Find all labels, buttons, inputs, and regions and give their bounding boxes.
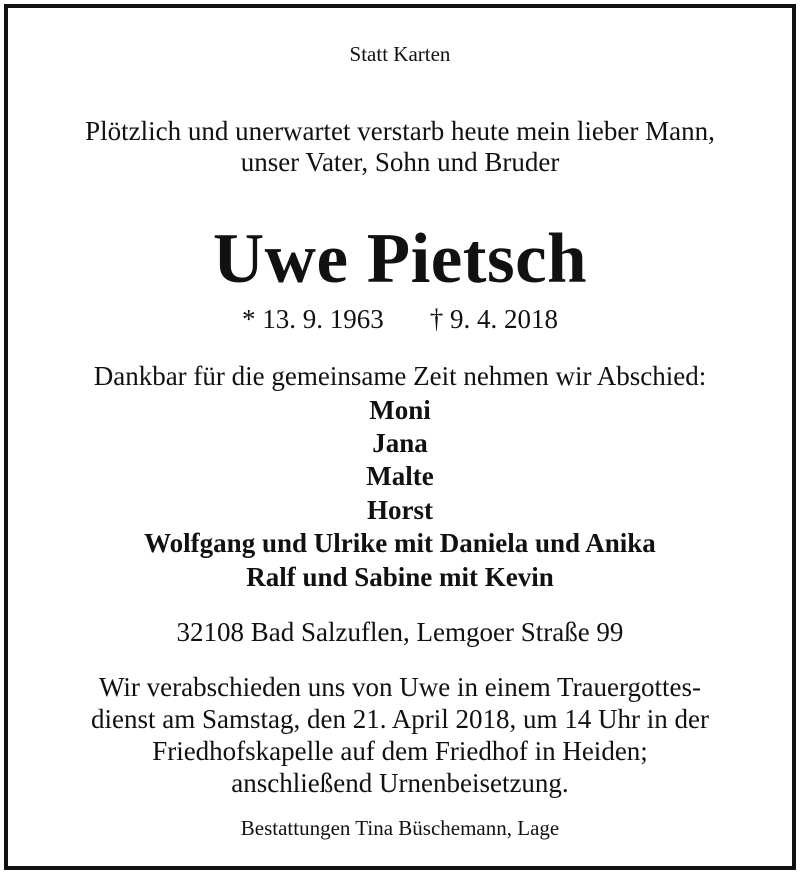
header-text: Statt Karten (349, 42, 451, 66)
intro-line-2: unser Vater, Sohn und Bruder (240, 147, 560, 177)
intro-line-1: Plötzlich und unerwartet verstarb heute mein lieber Mann, (85, 116, 715, 146)
mourner-name: Horst (367, 495, 433, 525)
mourner-name: Malte (366, 461, 434, 491)
death-date: † 9. 4. 2018 (429, 304, 558, 334)
deceased-name: Uwe Pietsch (212, 220, 588, 298)
service-line-1: Wir verabschieden uns von Uwe in einem Trauergottes- (98, 672, 702, 702)
mourner-name: Wolfgang und Ulrike mit Daniela und Anika (144, 528, 656, 558)
address-text: 32108 Bad Salzuflen, Lemgoer Straße 99 (176, 617, 624, 647)
mourner-name: Jana (372, 428, 428, 458)
service-line-4: anschließend Urnenbeisetzung. (231, 768, 569, 798)
life-dates (0, 303, 800, 336)
birth-date: * 13. 9. 1963 (242, 304, 384, 334)
service-line-3: Friedhofskapelle auf dem Friedhof in Heiden; (152, 736, 648, 766)
mourner-name: Ralf und Sabine mit Kevin (246, 562, 554, 592)
farewell-text: Dankbar für die gemeinsame Zeit nehmen wir Abschied: (93, 361, 707, 391)
service-line-2: dienst am Samstag, den 21. April 2018, um 14 Uhr in der (91, 704, 709, 734)
undertaker-text: Bestattungen Tina Büschemann, Lage (240, 816, 560, 840)
mourner-name: Moni (369, 395, 431, 425)
